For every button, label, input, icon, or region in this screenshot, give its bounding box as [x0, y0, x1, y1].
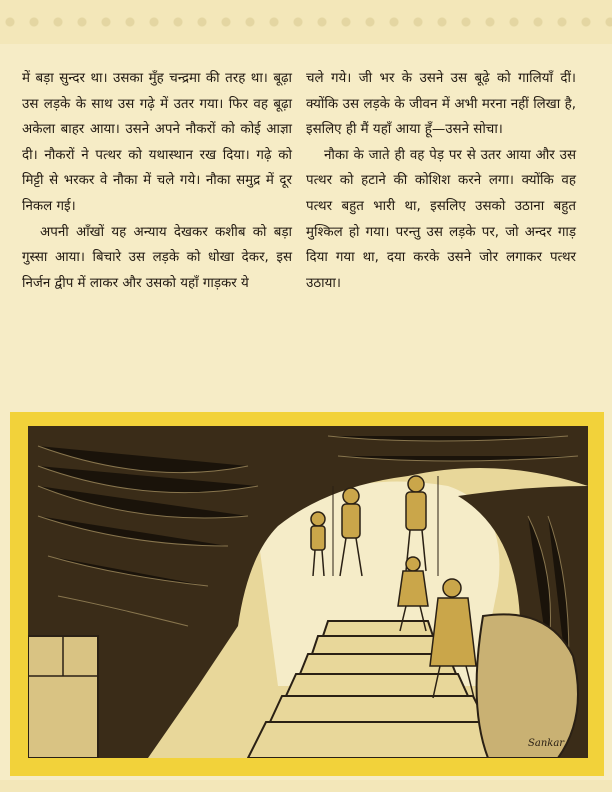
text-column-left: [22, 66, 292, 296]
top-decorative-border: [0, 0, 612, 44]
body-text: [0, 66, 612, 396]
cave-stairs-illustration: [28, 426, 588, 758]
paragraph: नौका के जाते ही वह पेड़ पर से उतर आया और उस पत्थर को हटाने की कोशिश करने लगा। क्योंकि वह पत्थर बहुत भारी था, इसलिए उसको उठाना बहुत मुश्किल हो गया। परन्तु उस लड़के पर, जो अन्दर गाड़ दिया गया था, दया करके उसने जोर लगाकर पत्थर उठाया।: [306, 147, 576, 291]
text-column-right: [306, 66, 576, 296]
illustration-frame: [10, 412, 604, 776]
artist-signature: Sankar: [528, 738, 565, 749]
paragraph: चले गये। जी भर के उसने उस बूढ़े को गालियाँ दीं। क्योंकि उस लड़के के जीवन में अभी मरना नहीं लिखा है, इसलिए ही मैं यहाँ आया हूँ—उसने सोचा।: [306, 71, 576, 138]
illustration-drawing: [28, 426, 588, 758]
bottom-border: [0, 780, 612, 792]
paragraph: अपनी आँखों यह अन्याय देखकर कशीब को बड़ा गुस्सा आया। बिचारे उस लड़के को धोखा देकर, इस निर्जन द्वीप में लाकर और उसको यहाँ गाड़कर ये: [22, 224, 292, 291]
paragraph: में बड़ा सुन्दर था। उसका मुँह चन्द्रमा की तरह था। बूढ़ा उस लड़के के साथ उस गढ़े में उतर गया। फिर वह बूढ़ा अकेला बाहर आया। उसने अपने नौकरों को कोई आज्ञा दी। नौकरों ने पत्थर को यथास्थान रख दिया। गढ़े को मिट्टी से भरकर वे नौका में चले गये। नौका समुद्र में दूर निकल गई।: [22, 71, 292, 214]
